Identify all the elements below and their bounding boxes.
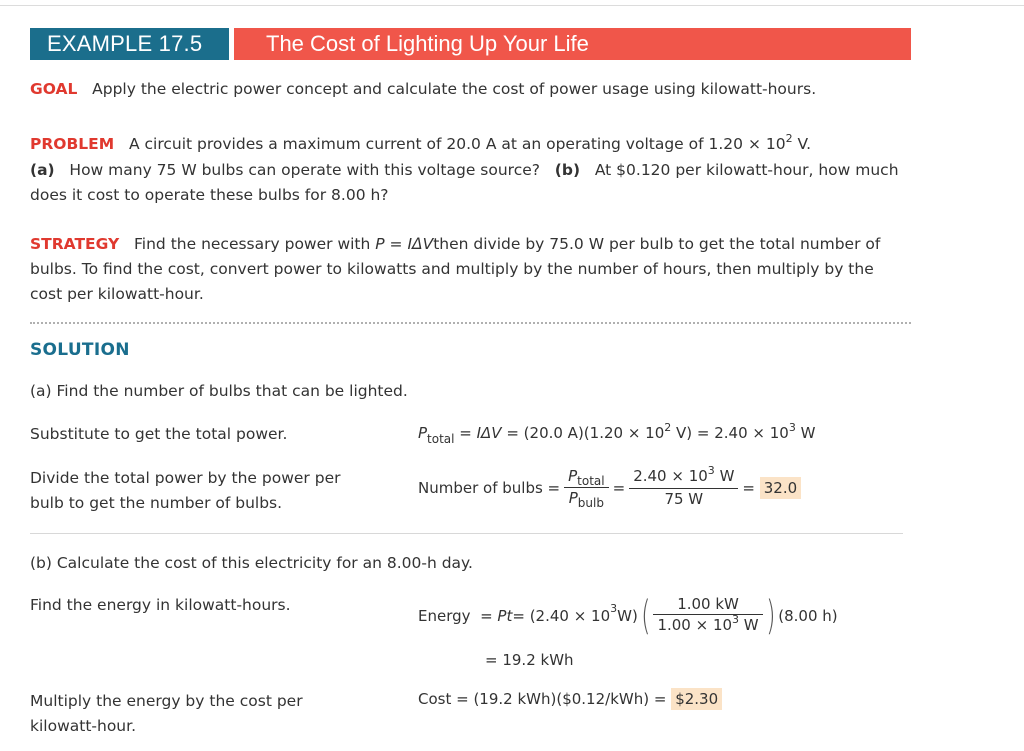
part-b-text: At $0.120 per kilowatt-hour, how much does it cost to operate these bulbs for 8.00 h? — [30, 161, 899, 204]
part-a-text: How many 75 W bulbs can operate with this voltage source? — [69, 161, 540, 179]
step1-text: Substitute to get the total power. — [30, 425, 288, 443]
step2-text: Divide the total power by the power per bulb to get the number of bulbs. — [30, 469, 341, 512]
cost-result: $2.30 — [671, 688, 722, 710]
step2-equation: Number of bulbs = $\frac{P_{total}}{P_{bulb}}$ = $\frac{2.40 \times 10^3 W}{75 W}$ = 32.0 — [418, 466, 801, 509]
example-header — [30, 28, 911, 60]
conversion-fraction: $\frac{1.00 kW}{1.00 \times 10^3 W}$ — [653, 594, 762, 637]
step4-equation: Cost = (19.2 kWh)($0.12/kWh) = $2.30 — [418, 690, 722, 708]
problem-label: PROBLEM — [30, 135, 115, 153]
strategy-label: STRATEGY — [30, 235, 120, 253]
value-fraction: $\frac{2.40 \times 10^3 W}{75 W}$ — [629, 466, 738, 509]
bulbs-result: 32.0 — [760, 477, 801, 499]
part-a-label: (a) — [30, 161, 55, 179]
part-b-intro: (b) Calculate the cost of this electricity for an 8.00-h day. — [30, 554, 473, 572]
step3-text: Find the energy in kilowatt-hours. — [30, 596, 291, 614]
step3-result: = 19.2 kWh — [485, 651, 574, 669]
bulbs-fraction: $\frac{P_{total}}{P_{bulb}}$ — [564, 466, 609, 509]
example-title: The Cost of Lighting Up Your Life — [234, 28, 911, 60]
section-divider — [30, 322, 911, 324]
step1-equation: $P_{total} = I\Delta V = (20.0$ $A)(1.20 \times 10^2$ $V) = 2.40 \times 10^3$ W — [418, 421, 816, 446]
part-b-label: (b) — [554, 161, 581, 179]
solution-title: SOLUTION — [30, 340, 130, 360]
step3-equation: Energy = Pt = (2.40 × 10 3 W) ( $\frac{1.00 kW}{1.00 \times 10^3 W}$ ) (8.00 h) — [418, 592, 838, 639]
problem-text: A circuit provides a maximum current of 20.0 A at an operating voltage of 1.20 × 10 — [128, 135, 786, 153]
goal-label: GOAL — [30, 80, 78, 98]
strategy-section: STRATEGY Find the necessary power with P = IΔVthen divide by 75.0 W per bulb to get the total number of bulbs. To find the cost, convert power to kilowatts and multiply by the number of hours, then multiply by the cost per kilowatt-hour. — [30, 235, 881, 303]
problem-section: PROBLEM A circuit provides a maximum current of 20.0 A at an operating voltage of $1.20 \times 10^2$ V. (a) How many 75 W bulbs can operate with this voltage source? (b) At $0.120 per kilowatt-hour, how much does it cost to operate these bulbs for 8.00 h? — [30, 132, 899, 204]
part-a-intro: (a) Find the number of bulbs that can be lighted. — [30, 382, 408, 400]
example-number: EXAMPLE 17.5 — [30, 28, 229, 60]
part-separator — [30, 533, 903, 534]
step4-text: Multiply the energy by the cost per kilowatt-hour. — [30, 692, 303, 735]
goal-section — [30, 77, 910, 102]
top-border — [0, 5, 1024, 6]
goal-text: Apply the electric power concept and calculate the cost of power usage using kilowatt-hours. — [92, 80, 817, 98]
strategy-formula: P = IΔV — [375, 235, 434, 253]
